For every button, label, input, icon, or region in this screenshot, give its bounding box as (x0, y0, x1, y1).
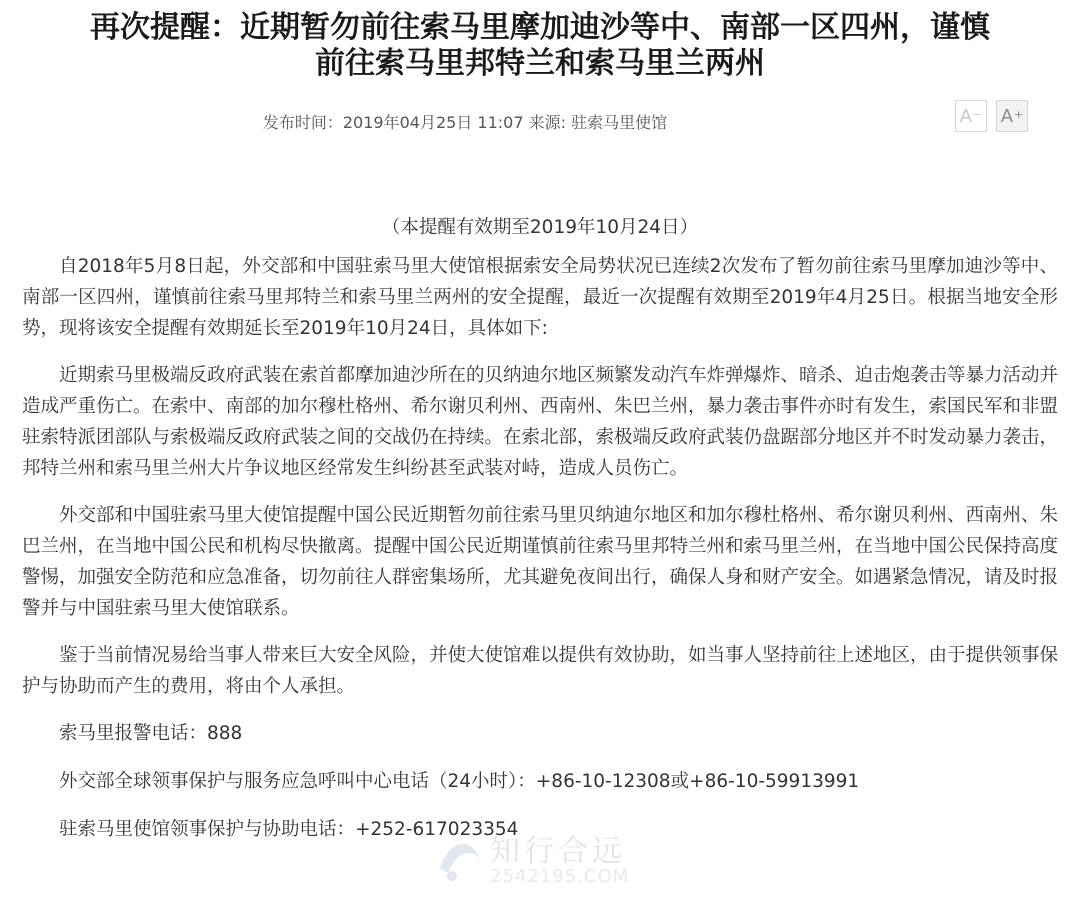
validity-note: （本提醒有效期至2019年10月24日） (381, 217, 699, 238)
article-meta (0, 107, 1080, 133)
watermark-url: 2542195.COM (490, 866, 630, 887)
source-value: 驻索马里使馆 (571, 113, 668, 132)
article-title-line-2: 前往索马里邦特兰和索马里兰两州 (315, 46, 765, 81)
article-body (22, 212, 1058, 862)
paragraph-intro: 自2018年5月8日起，外交部和中国驻索马里大使馆根据索安全局势状况已连续2次发布了暂勿前往索马里摩加迪沙等中、南部一区四州，谨慎前往索马里邦特兰和索马里兰两州的安全提醒，最近一次提醒有效期至2019年4月25日。根据当地安全形势，现将该安全提醒有效期延长至2019年10月24日，具体如下: (22, 256, 1058, 339)
font-increase-icon: A (1000, 105, 1014, 127)
contact-mfa-hotline: 外交部全球领事保护与服务应急呼叫中心电话（24小时）：+86-10-12308或+86-10-59913991 (59, 771, 860, 792)
paragraph-situation: 近期索马里极端反政府武装在索首都摩加迪沙所在的贝纳迪尔地区频繁发动汽车炸弹爆炸、暗杀、迫击炮袭击等暴力活动并造成严重伤亡。在索中、南部的加尔穆杜格州、希尔谢贝利州、西南州、朱巴兰州，暴力袭击事件亦时有发生，索国民军和非盟驻索特派团部队与索极端反政府武装之间的交战仍在持续。在索北部，索极端反政府武装仍盘踞部分地区并不时发动暴力袭击，邦特兰州和索马里兰州大片争议地区经常发生纠纷甚至武装对峙，造成人员伤亡。 (22, 365, 1059, 479)
article-title-line-1: 再次提醒：近期暂勿前往索马里摩加迪沙等中、南部一区四州，谨慎 (90, 10, 990, 45)
source-label: 来源: (528, 113, 567, 132)
article-title (0, 0, 1080, 82)
contact-police-phone: 索马里报警电话：888 (59, 723, 243, 744)
minus-icon: − (973, 107, 983, 121)
font-size-increase-button[interactable] (996, 100, 1028, 132)
publish-time-label: 发布时间： (262, 113, 343, 132)
paragraph-costs: 鉴于当前情况易给当事人带来巨大安全风险，并使大使馆难以提供有效协助，如当事人坚持前往上述地区，由于提供领事保护与协助而产生的费用，将由个人承担。 (22, 645, 1059, 697)
paragraph-advice: 外交部和中国驻索马里大使馆提醒中国公民近期暂勿前往索马里贝纳迪尔地区和加尔穆杜格州、希尔谢贝利州、西南州、朱巴兰州，在当地中国公民和机构尽快撤离。提醒中国公民近期谨慎前往索马里邦特兰州和索马里兰州，在当地中国公民保持高度警惕，加强安全防范和应急准备，切勿前往人群密集场所，尤其避免夜间出行，确保人身和财产安全。如遇紧急情况，请及时报警并与中国驻索马里大使馆联系。 (22, 505, 1059, 619)
font-size-decrease-button[interactable] (955, 100, 987, 132)
watermark-text: 知行合远 (490, 834, 626, 869)
publish-time: 2019年04月25日 11:07 (342, 113, 524, 132)
article-meta-row (0, 100, 1080, 156)
font-decrease-icon: A (959, 105, 973, 127)
contact-embassy-phone: 驻索马里使馆领事保护与协助电话：+252-617023354 (59, 819, 519, 840)
plus-icon: + (1014, 107, 1024, 121)
